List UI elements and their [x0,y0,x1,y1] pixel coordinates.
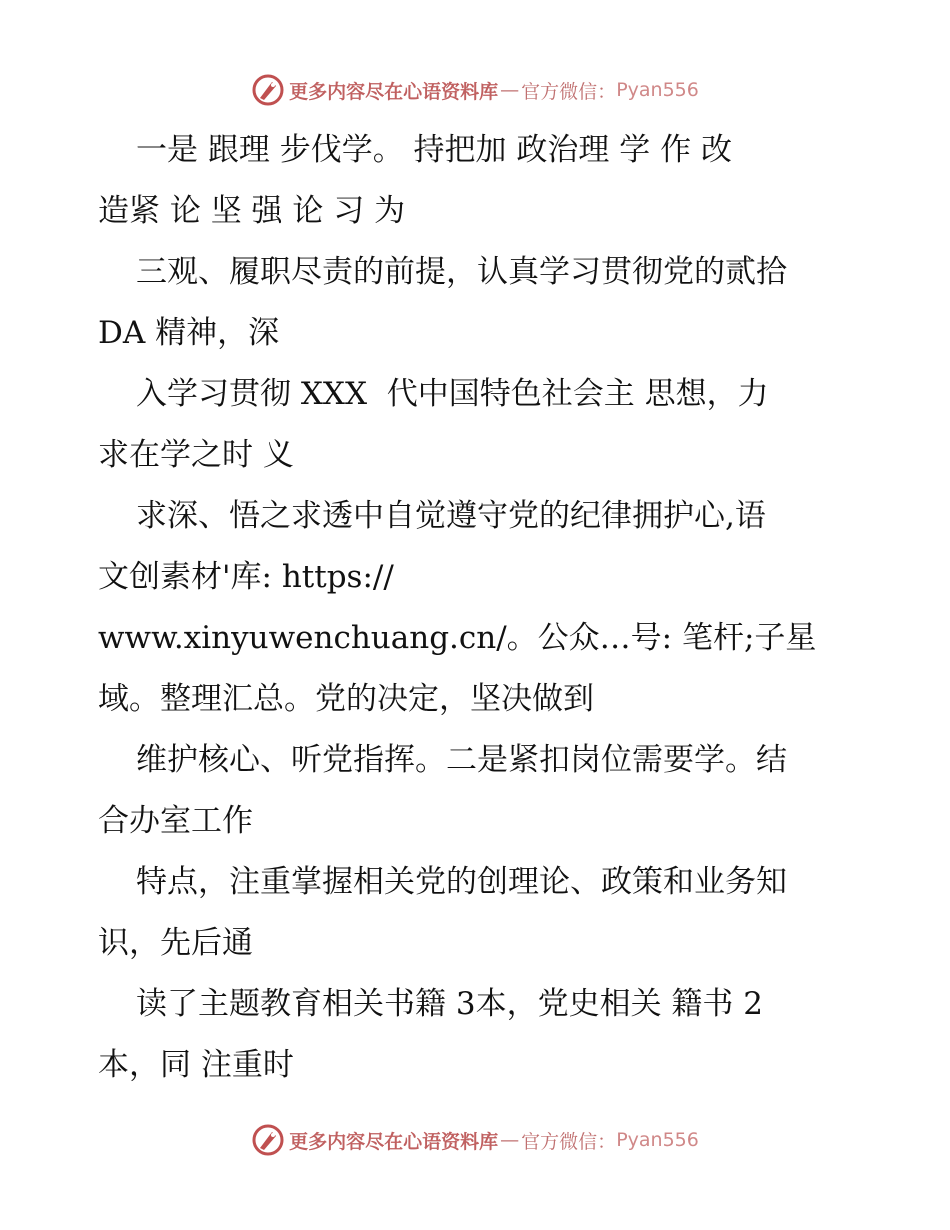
text-line: 求深、悟之求透中自觉遵守党的纪律拥护心,语 [136,498,766,534]
text-line: 识，先后通 [98,925,253,961]
document-body [98,120,868,1096]
banner-dash: — [500,79,520,101]
text-line: 读了主题教育相关书籍 3本，党史相关 籍书 2 [136,986,764,1022]
text-line: 本，同 注重时 [98,1047,294,1083]
text-line: 文创素材'库: https:// [98,559,394,595]
banner-tagline: 更多内容尽在心语资料库 [289,80,499,103]
banner-dash: — [500,1129,520,1151]
banner-wechat-label: 官方微信： [521,80,617,103]
text-line: 入学习贯彻 XXX 代中国特色社会主 思想，力 [136,376,769,412]
banner-tagline: 更多内容尽在心语资料库 [289,1130,499,1153]
text-line: 域。整理汇总。党的决定，坚决做到 [98,681,594,717]
banner-wechat-id: Pyan556 [616,79,699,101]
header-watermark-banner [0,70,950,110]
text-line: 特点，注重掌握相关党的创理论、政策和业务知 [136,864,787,900]
text-line: 合办室工作 [98,803,253,839]
text-line: 造紧 论 坚 强 论 习 为 [98,193,406,229]
text-line: 一是 跟理 步伐学。 持把加 政治理 学 作 改 [136,132,732,168]
pen-nib-logo-icon [251,73,285,107]
footer-watermark-banner [0,1120,950,1160]
banner-wechat-id: Pyan556 [616,1129,699,1151]
text-line: 维护核心、听党指挥。二是紧扣岗位需要学。结 [136,742,787,778]
text-line: DA 精神，深 [98,315,280,351]
pen-nib-logo-icon [251,1123,285,1157]
text-line: www.xinyuwenchuang.cn/。公众…号: 笔杆;子星 [98,620,817,656]
banner-wechat-label: 官方微信： [521,1130,617,1153]
text-line: 求在学之时 义 [98,437,294,473]
text-line: 三观、履职尽责的前提，认真学习贯彻党的贰拾 [136,254,787,290]
